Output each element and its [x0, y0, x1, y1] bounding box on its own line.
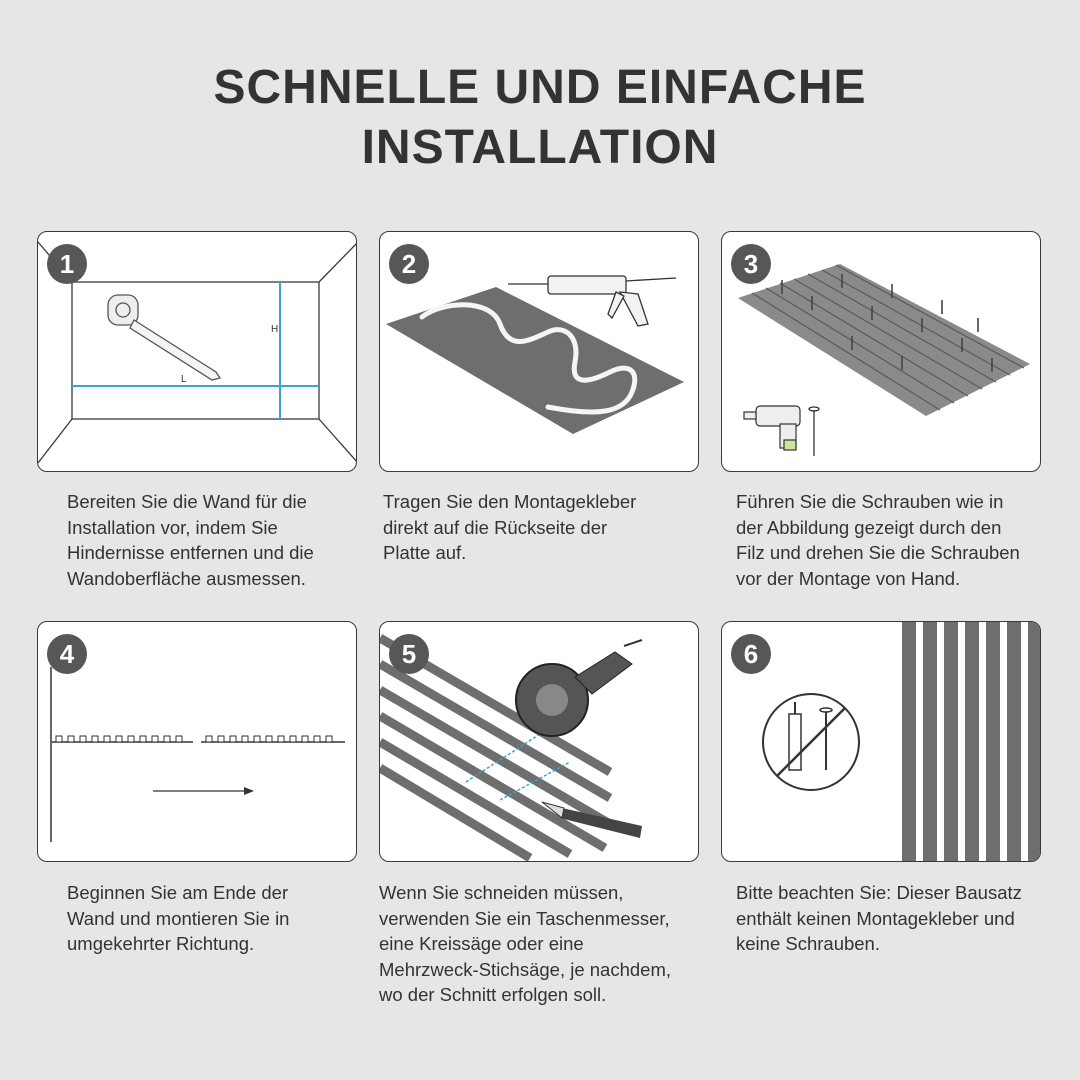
tape-measure-icon — [108, 295, 220, 380]
title-line-1: SCHNELLE UND EINFACHE — [213, 61, 867, 114]
step-2-text: Tragen Sie den Montagekleber direkt auf die Rückseite der Platte auf. — [383, 491, 637, 563]
step-1-card — [37, 231, 357, 472]
step-6-text: Bitte beachten Sie: Dieser Bausatz enthält keinen Montagekleber und keine Schrauben. — [736, 882, 1022, 954]
step-1-text: Bereiten Sie die Wand für die Installation vor, indem Sie Hindernisse entfernen und die Wandoberfläche ausmessen. — [67, 491, 314, 589]
step-2-badge: 2 — [389, 244, 429, 284]
step-3-text: Führen Sie die Schrauben wie in der Abbildung gezeigt durch den Filz und drehen Sie die Schrauben vor der Montage von Hand. — [736, 491, 1020, 589]
title-line-2: INSTALLATION — [361, 121, 719, 174]
step-4-text: Beginnen Sie am Ende der Wand und montieren Sie in umgekehrter Richtung. — [67, 882, 290, 954]
step-3-badge: 3 — [731, 244, 771, 284]
arrow-right-icon — [153, 787, 254, 795]
step-5-badge: 5 — [389, 634, 429, 674]
step-2-card — [379, 231, 699, 472]
step-6-card — [721, 621, 1041, 862]
drill-icon — [744, 406, 800, 450]
step-3-card — [721, 231, 1041, 472]
prohibited-icon — [763, 694, 859, 790]
step-5-text: Wenn Sie schneiden müssen, verwenden Sie ein Taschenmesser, eine Kreissäge oder eine Mehrzweck-Stichsäge, je nachdem, wo der Schnitt erfolgen soll. — [379, 882, 672, 1005]
step-4-badge: 4 — [47, 634, 87, 674]
screw-icon — [809, 407, 819, 456]
length-label: L — [181, 374, 187, 385]
page-title — [0, 58, 1080, 178]
step-6-badge: 6 — [731, 634, 771, 674]
step-1-badge: 1 — [47, 244, 87, 284]
step-5-card — [379, 621, 699, 862]
circular-saw-icon — [516, 640, 642, 736]
step-4-card — [37, 621, 357, 862]
height-label: H — [271, 324, 279, 335]
